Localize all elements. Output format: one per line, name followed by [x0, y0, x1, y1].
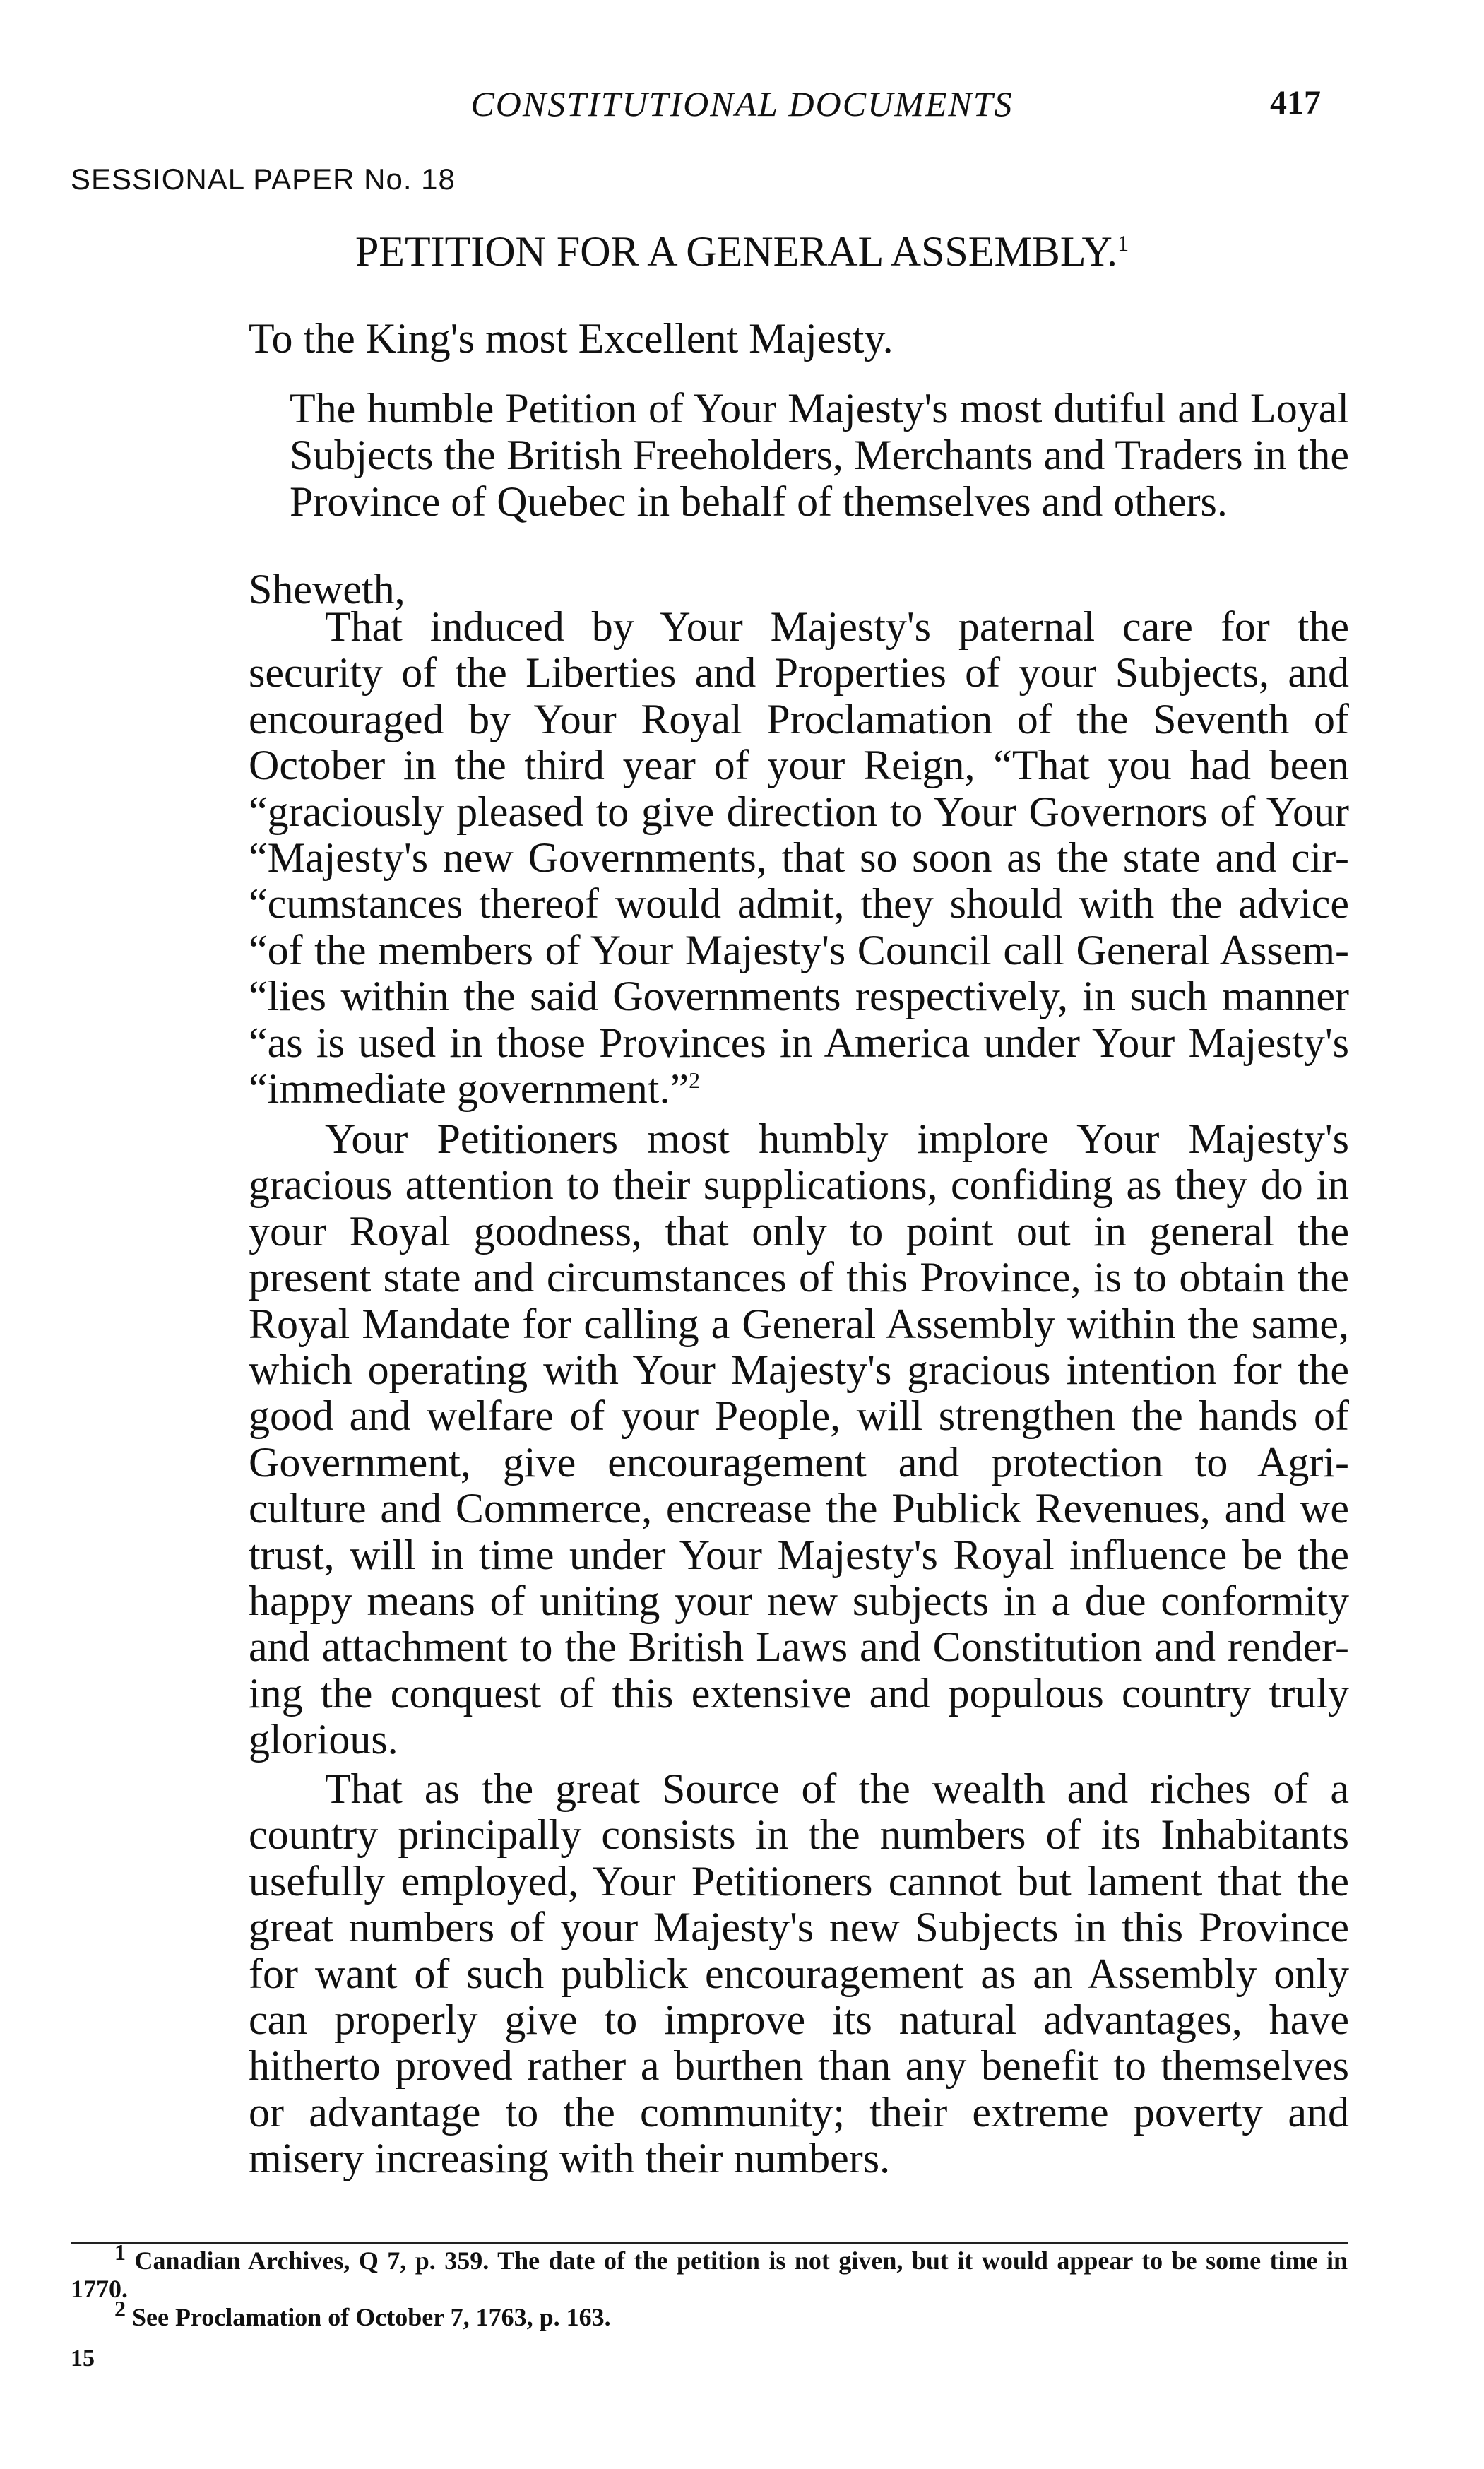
address-line: To the King's most Excellent Majesty.: [249, 315, 894, 362]
footnote-1-mark: 1: [114, 2239, 126, 2265]
footnote-2-text: See Proclamation of October 7, 1763, p. 163.: [132, 2303, 611, 2331]
signature-mark: 15: [71, 2345, 95, 2372]
sessional-paper-label: SESSIONAL PAPER No. 18: [71, 162, 456, 196]
petition-intro: The humble Petition of Your Majesty's most dutiful and Loyal Subjects the British Freeholders, Merchants and Traders in the Province of Quebec in behalf of themselves and others.: [290, 385, 1349, 525]
document-title-text: PETITION FOR A GENERAL ASSEMBLY.: [355, 228, 1118, 275]
document-title: [0, 227, 1484, 276]
paragraph-3: That as the great Source of the wealth and riches of a country principally consists in the numbers of its Inhabitants usefully employed, Your Petitioners cannot but lament that the great numbers of your Majesty's new Subjects in this Province for want of such publick encouragement as an Assembly only can properly give to improve its natural advantages, have hitherto proved rather a burthen than any benefit to themselves or advantage to the community; their extreme poverty and misery increasing with their numbers.: [249, 1765, 1349, 2182]
page-number: 417: [1270, 84, 1321, 122]
footnote-1-text: Canadian Archives, Q 7, p. 359. The date of the petition is not given, but it would appear to be some time in 1770.: [71, 2246, 1348, 2303]
salutation: Sheweth,: [249, 566, 405, 612]
paragraph-2: Your Petitioners most humbly implore Your Majesty's gracious attention to their supplications, confiding as they do in your Royal goodness, that only to point out in general the present state and circumstances of this Province, is to obtain the Royal Mandate for calling a General Assembly within the same, which operating with Your Majesty's gracious intention for the good and welfare of your People, will strengthen the hands of Government, give encouragement and protection to Agri- culture and Commerce, encrease the Publick Revenues, and we trust, will in time under Your Majesty's Royal influence be the happy means of uniting your new subjects in a due conformity and attachment to the British Laws and Constitution and render- ing the conquest of this extensive and populous country truly glorious.: [249, 1115, 1349, 1763]
footnote-ref-1: 1: [1117, 230, 1129, 256]
footnote-ref-2: 2: [689, 1067, 701, 1094]
footnote-1: [71, 2239, 1348, 2303]
footnote-2: [71, 2296, 1348, 2331]
footnote-divider: [71, 2242, 1348, 2244]
footnotes: [71, 2239, 1348, 2331]
paragraph-1: [249, 604, 1349, 1112]
running-title: CONSTITUTIONAL DOCUMENTS: [470, 84, 1014, 124]
footnote-2-mark: 2: [114, 2296, 126, 2321]
paragraph-1-text: That induced by Your Majesty's paternal care for the security of the Liberties and Properties of your Subjects, and encouraged by Your Royal Proclamation of the Seventh of October in the third year of your Reign, “That you had been “graciously pleased to give direction to Your Governors of Your “Majesty's new Governments, that so soon as the state and cir- “cumstances thereof would admit, they should with the advice “of the members of Your Majesty's Council call General Assem- “lies within the said Governments respectively, in such manner “as is used in those Provinces in America under Your Majesty's “immediate government.”: [249, 603, 1349, 1113]
